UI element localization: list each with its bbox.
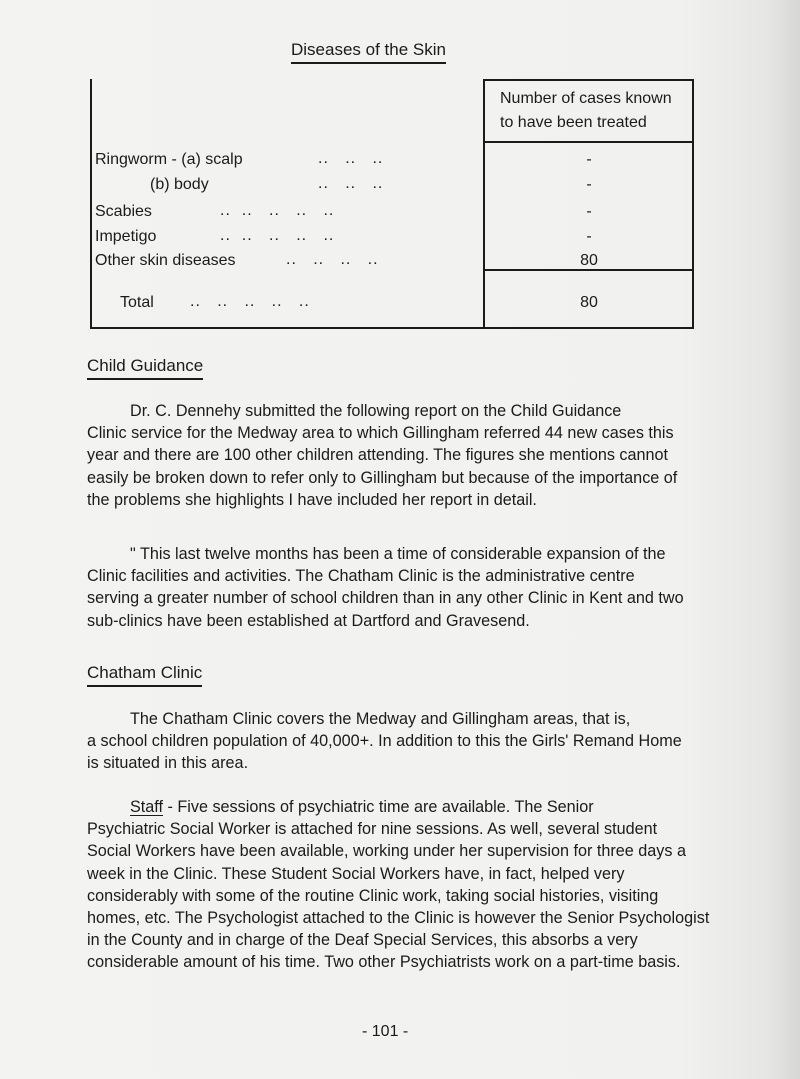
row-label-impetigo: Impetigo xyxy=(95,228,157,245)
text-line: in the County and in charge of the Deaf Special Services, this absorbs a very xyxy=(87,931,638,950)
row-value-total: 80 xyxy=(580,294,598,311)
text-line: homes, etc. The Psychologist attached to the Clinic is however the Senior Psychologist xyxy=(87,909,710,928)
text-line: Psychiatric Social Worker is attached for nine sessions. As well, several student xyxy=(87,820,658,839)
text-line: considerably with some of the routine Clinic work, taking social histories, visiting xyxy=(87,886,659,905)
page-title: Diseases of the Skin xyxy=(291,40,446,64)
row-value-ringworm-body: - xyxy=(586,176,592,193)
staff-label: Staff xyxy=(130,798,163,816)
row-label-ringworm-body: (b) body xyxy=(150,176,209,193)
text-line: Clinic service for the Medway area to which Gillingham referred 44 new cases this xyxy=(87,424,674,443)
row-label-ringworm-scalp: Ringworm - (a) scalp xyxy=(95,151,243,168)
text-line xyxy=(87,796,767,818)
row-label-scabies: Scabies xyxy=(95,203,152,220)
row-label-total: Total xyxy=(120,294,154,311)
text-line: easily be broken down to refer only to Gillingham but because of the importance of xyxy=(87,468,678,487)
table-header-line-2: to have been treated xyxy=(500,114,647,131)
text-line: the problems she highlights I have included her report in detail. xyxy=(87,490,537,509)
text-line: Clinic facilities and activities. The Chatham Clinic is the administrative centre xyxy=(87,567,635,586)
staff-line-rest: - Five sessions of psychiatric time are available. The Senior xyxy=(163,798,594,816)
leader-dots: .. .. .. .. xyxy=(286,251,379,268)
text-line: serving a greater number of school children than in any other Clinic in Kent and two xyxy=(87,589,684,608)
leader-dots: .. .. .. xyxy=(318,175,384,192)
row-value-scabies: - xyxy=(586,203,592,220)
chatham-clinic-paragraph-1 xyxy=(87,708,767,775)
staff-paragraph xyxy=(87,796,767,974)
table-header-line-1: Number of cases known xyxy=(500,90,672,107)
row-value-impetigo: - xyxy=(586,228,592,245)
child-guidance-paragraph-2 xyxy=(87,543,767,632)
leader-dots: .. .. .. .. .. xyxy=(220,227,335,244)
text-line: year and there are 100 other children attending. The figures she mentions cannot xyxy=(87,446,669,465)
section-heading-child-guidance: Child Guidance xyxy=(87,356,203,380)
row-value-other-skin-diseases: 80 xyxy=(580,252,598,269)
text-line: week in the Clinic. These Student Social Workers have, in fact, helped very xyxy=(87,864,625,883)
text-line: The Chatham Clinic covers the Medway and Gillingham areas, that is, xyxy=(130,710,631,728)
child-guidance-paragraph-1 xyxy=(87,400,767,511)
leader-dots: .. .. .. xyxy=(318,150,384,167)
page-number: - 101 - xyxy=(362,1023,409,1040)
leader-dots: .. .. .. .. .. xyxy=(220,202,335,219)
text-line: a school children population of 40,000+. In addition to this the Girls' Remand Home xyxy=(87,732,682,751)
text-line: is situated in this area. xyxy=(87,754,249,773)
text-line: " This last twelve months has been a time of considerable expansion of the xyxy=(130,545,666,563)
row-value-ringworm-scalp: - xyxy=(586,151,592,168)
text-line: sub-clinics have been established at Dartford and Gravesend. xyxy=(87,611,530,630)
section-heading-chatham-clinic: Chatham Clinic xyxy=(87,663,202,687)
row-label-other-skin-diseases: Other skin diseases xyxy=(95,252,236,269)
skin-diseases-table xyxy=(90,79,694,329)
text-line: Dr. C. Dennehy submitted the following report on the Child Guidance xyxy=(130,402,622,420)
text-line: Social Workers have been available, working under her supervision for three days a xyxy=(87,842,686,861)
leader-dots: .. .. .. .. .. xyxy=(190,293,310,310)
text-line: considerable amount of his time. Two other Psychiatrists work on a part-time basis. xyxy=(87,953,681,972)
